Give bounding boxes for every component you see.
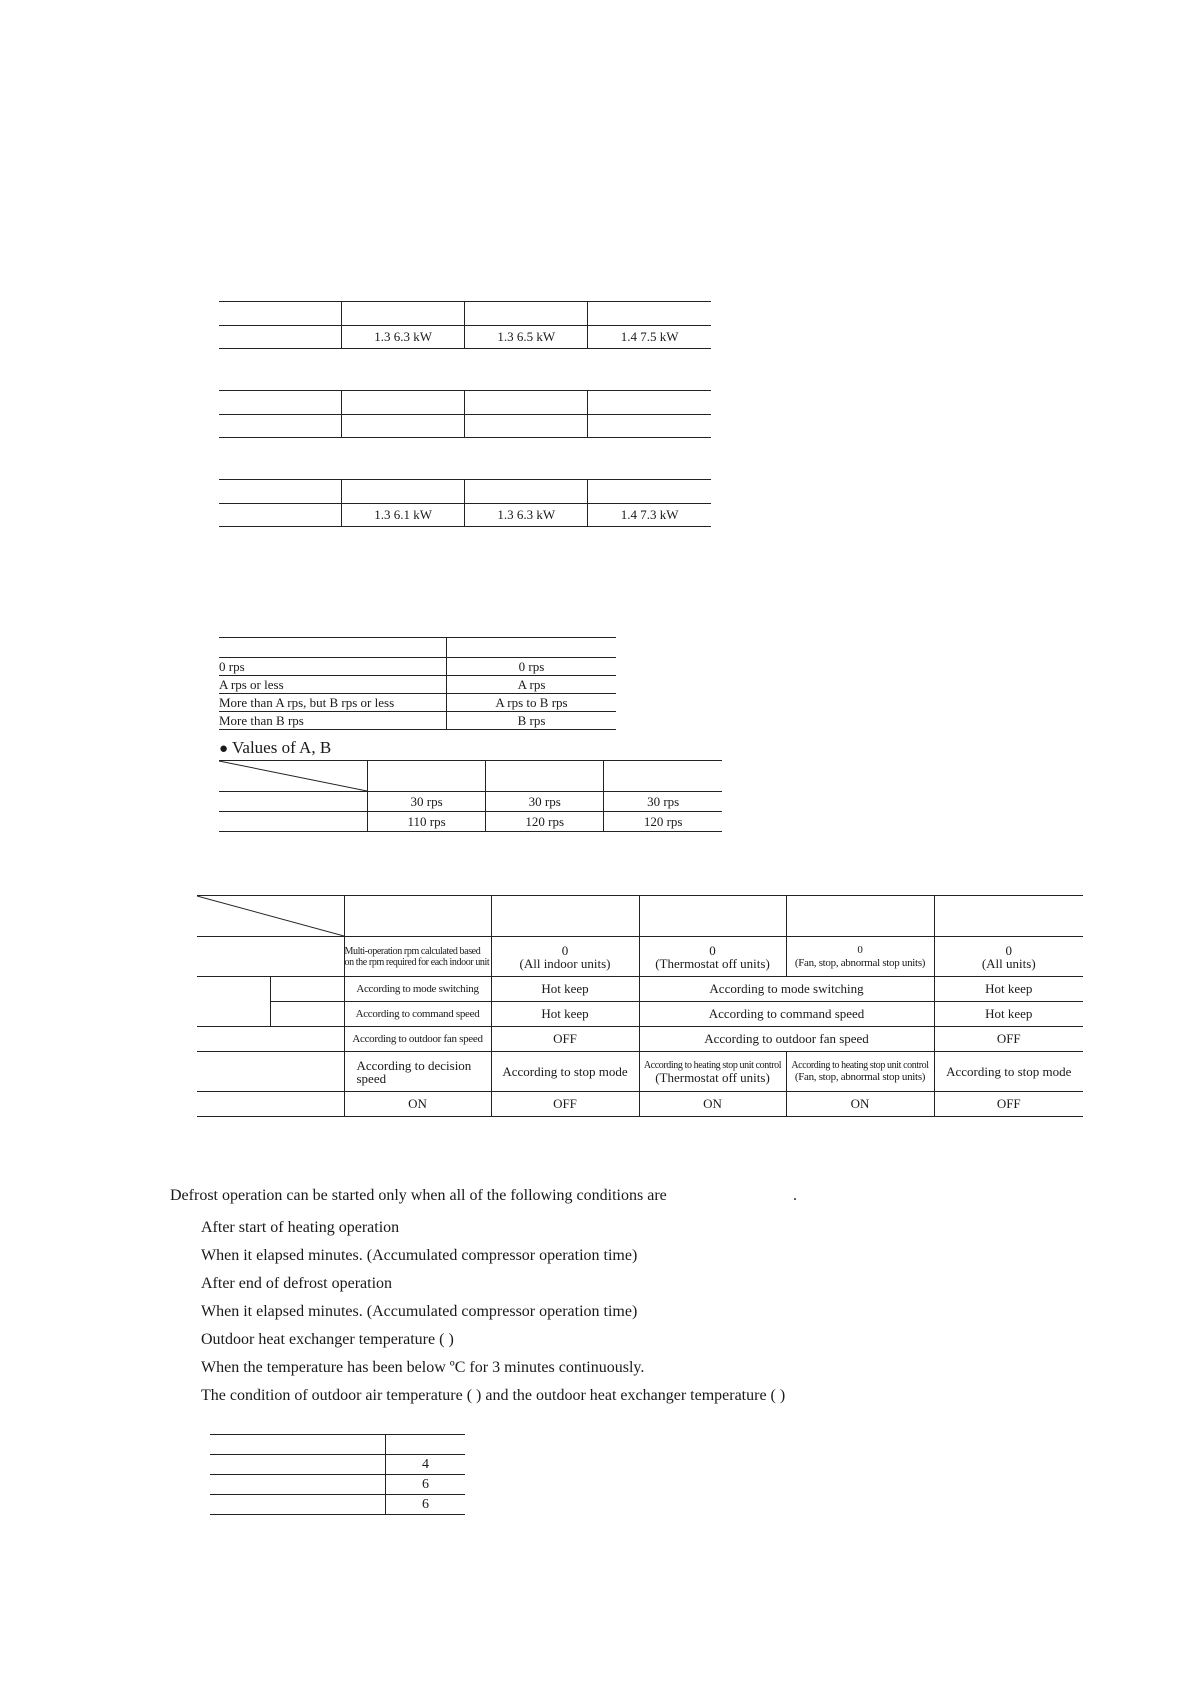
defrost-condition-line: Outdoor heat exchanger temperature ( ) xyxy=(201,1331,454,1348)
command-cell: Hot keep xyxy=(934,1002,1083,1027)
rpm-line: (Thermostat off units) xyxy=(655,955,770,971)
defrost-intro: Defrost operation can be started only when all of the following conditions are xyxy=(170,1187,667,1204)
table-row xyxy=(210,1455,465,1475)
condition-cell: 0 rps xyxy=(219,658,447,676)
operation-control-table xyxy=(197,895,1083,1117)
capacity-table-1 xyxy=(219,301,711,349)
capacity-cell: 1.3 6.5 kW xyxy=(465,326,588,349)
rpm-cell xyxy=(344,937,491,977)
table-row xyxy=(197,1092,1083,1117)
onoff-cell: ON xyxy=(786,1092,934,1117)
rpm-line: (All units) xyxy=(981,955,1036,971)
command-cell: According to command speed xyxy=(344,1002,491,1027)
speed-cell: 0 rps xyxy=(447,658,617,676)
table-row xyxy=(219,694,616,712)
table-row xyxy=(219,792,722,812)
mode-cell: According to mode switching xyxy=(344,977,491,1002)
diagonal-line xyxy=(219,761,367,791)
decision-cell: According to stop mode xyxy=(491,1052,639,1092)
capacity-cell: 1.3 6.1 kW xyxy=(342,504,465,527)
condition-cell: A rps or less xyxy=(219,676,447,694)
command-cell: According to command speed xyxy=(639,1002,934,1027)
rpm-line: 0 xyxy=(857,943,863,956)
onoff-cell: ON xyxy=(344,1092,491,1117)
table-row xyxy=(219,712,616,730)
diagonal-line xyxy=(197,896,344,936)
defrost-intro-period: . xyxy=(793,1187,797,1204)
defrost-condition-line: When the temperature has been below ºC for 3 minutes continuously. xyxy=(201,1359,645,1376)
fan-speed-table xyxy=(219,637,616,730)
condition-cell: More than B rps xyxy=(219,712,447,730)
decision-cell: According to stop mode xyxy=(934,1052,1083,1092)
capacity-cell: 1.4 7.3 kW xyxy=(588,504,711,527)
values-ab-table xyxy=(219,760,722,832)
outdoor-fan-cell: OFF xyxy=(491,1027,639,1052)
speed-cell: B rps xyxy=(447,712,617,730)
speed-cell: A rps xyxy=(447,676,617,694)
decision-cell xyxy=(786,1052,934,1092)
onoff-cell: ON xyxy=(639,1092,786,1117)
value-cell: 110 rps xyxy=(368,812,486,832)
mode-cell: According to mode switching xyxy=(639,977,934,1002)
decision-cell xyxy=(639,1052,786,1092)
speed-cell: A rps to B rps xyxy=(447,694,617,712)
capacity-table-2 xyxy=(219,390,711,438)
mode-cell: Hot keep xyxy=(934,977,1083,1002)
diagonal-header-cell xyxy=(197,896,344,937)
defrost-condition-line: When it elapsed minutes. (Accumulated compressor operation time) xyxy=(201,1247,638,1264)
capacity-cell: 1.3 6.3 kW xyxy=(342,326,465,349)
value-cell: 30 rps xyxy=(486,792,604,812)
value-cell: 6 xyxy=(386,1495,466,1515)
rpm-line: 0 xyxy=(1005,942,1012,958)
capacity-cell: 1.3 6.3 kW xyxy=(465,504,588,527)
capacity-cell: 1.4 7.5 kW xyxy=(588,326,711,349)
value-cell: 30 rps xyxy=(604,792,722,812)
condition-cell: More than A rps, but B rps or less xyxy=(219,694,447,712)
rpm-line: 0 xyxy=(709,942,716,958)
decision-line: According to heating stop unit control xyxy=(791,1059,929,1071)
value-cell: 6 xyxy=(386,1475,466,1495)
rpm-cell xyxy=(639,937,786,977)
rpm-cell xyxy=(786,937,934,977)
command-cell: Hot keep xyxy=(491,1002,639,1027)
rpm-line: (Fan, stop, abnormal stop units) xyxy=(794,956,926,969)
capacity-cell xyxy=(342,415,465,438)
outdoor-fan-cell: According to outdoor fan speed xyxy=(344,1027,491,1052)
value-cell: 4 xyxy=(386,1455,466,1475)
defrost-condition-line: After end of defrost operation xyxy=(201,1275,393,1292)
rpm-line: on the rpm required for each indoor unit xyxy=(344,956,490,968)
table-row xyxy=(197,1002,1083,1027)
values-ab-title: Values of A, B xyxy=(232,738,332,757)
mode-cell: Hot keep xyxy=(491,977,639,1002)
capacity-table-3 xyxy=(219,479,711,527)
rpm-line: (All indoor units) xyxy=(519,955,611,971)
decision-line: According to decision xyxy=(356,1057,472,1073)
rpm-line: 0 xyxy=(561,942,569,958)
rpm-cell xyxy=(934,937,1083,977)
capacity-cell xyxy=(465,415,588,438)
table-row xyxy=(197,1052,1083,1092)
outdoor-fan-cell: According to outdoor fan speed xyxy=(639,1027,934,1052)
table-row xyxy=(197,937,1083,977)
table-row xyxy=(210,1495,465,1515)
decision-line: (Fan, stop, abnormal stop units) xyxy=(794,1070,926,1083)
table-row xyxy=(210,1475,465,1495)
decision-line: (Thermostat off units) xyxy=(655,1069,770,1085)
value-cell: 120 rps xyxy=(604,812,722,832)
onoff-cell: OFF xyxy=(934,1092,1083,1117)
outdoor-fan-cell: OFF xyxy=(934,1027,1083,1052)
rpm-line: Multi-operation rpm calculated based xyxy=(344,945,481,957)
onoff-cell: OFF xyxy=(491,1092,639,1117)
values-ab-heading xyxy=(219,738,331,758)
bullet-icon: ● xyxy=(219,741,229,757)
table-row xyxy=(197,977,1083,1002)
diagonal-header-cell xyxy=(219,761,368,792)
decision-line: speed xyxy=(356,1070,387,1086)
value-cell: 120 rps xyxy=(486,812,604,832)
defrost-value-table xyxy=(210,1434,465,1515)
capacity-cell xyxy=(588,415,711,438)
defrost-condition-line: The condition of outdoor air temperature ( ) and the outdoor heat exchanger temperature ( ) xyxy=(201,1387,786,1404)
table-row xyxy=(219,812,722,832)
decision-cell xyxy=(344,1052,491,1092)
table-row xyxy=(219,658,616,676)
defrost-condition-line: When it elapsed minutes. (Accumulated compressor operation time) xyxy=(201,1303,638,1320)
rpm-cell xyxy=(491,937,639,977)
value-cell: 30 rps xyxy=(368,792,486,812)
decision-line: According to heating stop unit control xyxy=(643,1059,782,1071)
table-row xyxy=(219,676,616,694)
defrost-condition-line: After start of heating operation xyxy=(201,1219,400,1236)
table-row xyxy=(197,1027,1083,1052)
